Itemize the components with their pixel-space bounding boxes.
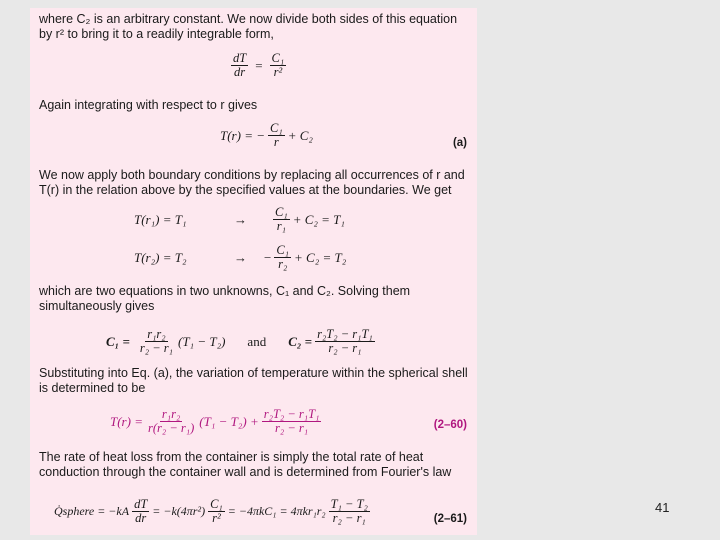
eq5-c1-lhs: C₁ = [106, 334, 130, 349]
paragraph-3: We now apply both boundary conditions by replacing all occurrences of r and T(r) in the relation above by the specified values at the boundaries. We get [39, 168, 465, 197]
eq6-f1-numerator: r₁r₂ [161, 407, 181, 421]
eq5-c1-numerator: r₁r₂ [147, 327, 166, 341]
paragraph-4: which are two equations in two unknowns, C₁ and C₂. Solving them simultaneously gives [39, 284, 411, 313]
eq4-tail: + C₂ = T₂ [294, 250, 347, 265]
eq5-c1-denominator: r₂ − r₁ [139, 341, 173, 355]
slide-page-number: 41 [655, 500, 670, 515]
eq1-lhs-denominator: dr [234, 65, 246, 79]
eq6-lhs: T(r) = [110, 414, 143, 429]
eq3-numerator: C₁ [275, 205, 288, 219]
eq2-tail: + C₂ [287, 128, 313, 143]
eq-label-2-60: (2–60) [433, 419, 467, 431]
eq7-lhs: Q̇sphere = −kA [54, 504, 130, 518]
eq4-sign: − [264, 250, 272, 265]
textbook-page [30, 8, 477, 535]
eq1-rhs-numerator: C₁ [271, 51, 285, 65]
eq7-m1: = −k(4πr²) [152, 504, 206, 518]
equation-6 [110, 408, 324, 435]
eq6-f1-denominator: r(r₂ − r₁) [147, 421, 195, 435]
eq4-numerator: C₁ [276, 243, 290, 257]
equation-2 [220, 122, 313, 149]
eq2-denominator: r [273, 135, 279, 149]
eq3-denominator: r₁ [276, 219, 286, 233]
equation-1 [228, 52, 289, 79]
eq7-f2-numerator: C₁ [210, 497, 223, 511]
eq3-lhs: T(r₁) = T₁ [134, 212, 187, 227]
eq2-numerator: C₁ [270, 121, 283, 135]
eq6-f2-numerator: r₂T₂ − r₁T₁ [263, 407, 320, 421]
eq7-f3-numerator: T₁ − T₂ [330, 497, 368, 511]
eq-label-2-61: (2–61) [433, 513, 467, 525]
paragraph-1: where C₂ is an arbitrary constant. We now divide both sides of this equation by r² to bring it to a readily integrable form, [39, 12, 458, 41]
paragraph-6: The rate of heat loss from the container is simply the total rate of heat conduction through the container wall and is determined from Fourier's law [39, 450, 452, 479]
eq1-equals: = [255, 58, 263, 73]
eq7-m2: = −4πkC₁ = 4πkr₁r₂ [227, 504, 326, 518]
eq1-lhs-numerator: dT [233, 51, 247, 65]
eq3-arrow: → [234, 212, 247, 227]
eq1-rhs-denominator: r² [273, 65, 283, 79]
eq7-f1-numerator: dT [134, 497, 148, 511]
eq4-arrow: → [234, 250, 247, 265]
equation-4 [134, 244, 346, 271]
eq5-c2-denominator: r₂ − r₁ [328, 341, 362, 355]
eq2-lhs: T(r) = − [220, 128, 265, 143]
eq5-c2-lhs: C₂ = [288, 334, 313, 349]
eq-label-a: (a) [452, 137, 467, 149]
eq7-f2-denominator: r² [212, 511, 221, 525]
equation-7 [54, 498, 373, 525]
equation-5 [106, 328, 378, 355]
equation-3 [134, 206, 345, 233]
eq7-f1-denominator: dr [135, 511, 147, 525]
eq7-f3-denominator: r₂ − r₁ [332, 511, 366, 525]
eq6-f2-denominator: r₂ − r₁ [275, 421, 309, 435]
paragraph-5: Substituting into Eq. (a), the variation of temperature within the spherical shell is determined to be [39, 366, 468, 395]
eq3-tail: + C₂ = T₁ [292, 212, 345, 227]
paragraph-2: Again integrating with respect to r gives [39, 98, 258, 112]
eq5-and: and [247, 334, 267, 349]
eq4-lhs: T(r₂) = T₂ [134, 250, 187, 265]
eq5-c1-tail: (T₁ − T₂) [177, 334, 226, 349]
eq6-mid: (T₁ − T₂) + [199, 414, 259, 429]
eq4-denominator: r₂ [278, 257, 288, 271]
eq5-c2-numerator: r₂T₂ − r₁T₁ [317, 327, 373, 341]
